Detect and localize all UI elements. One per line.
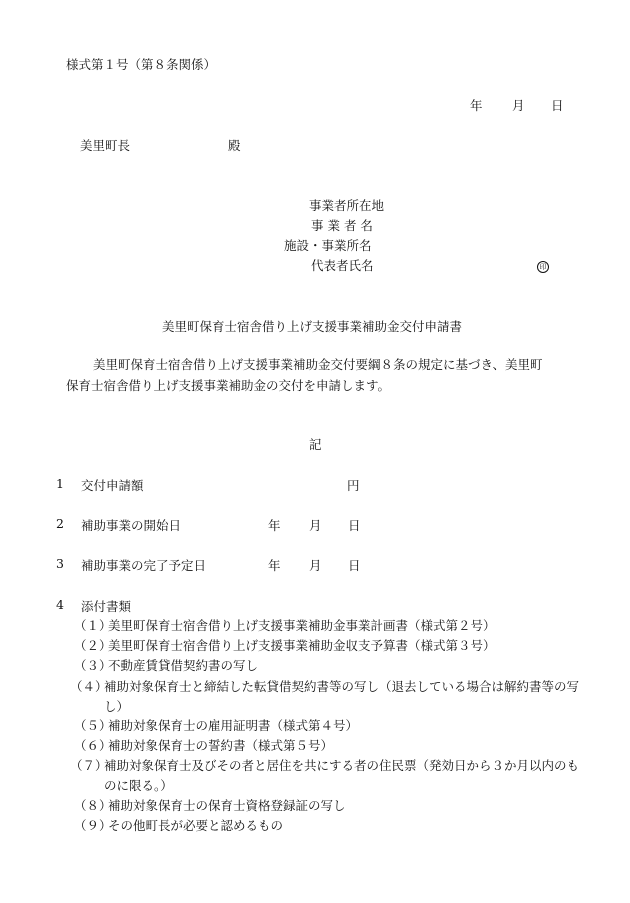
date-day: 日	[551, 98, 564, 113]
attachment-item: （５） 補助対象保育士の雇用証明書（様式第４号）	[74, 718, 359, 733]
item-end-date	[56, 556, 376, 574]
body-line-2: 保育士宿舎借り上げ支援事業補助金の交付を申請します。	[66, 378, 391, 393]
attachment-item: （９） その他町長が必要と認めるもの	[74, 818, 284, 833]
operator-label: 事 業 者 名	[311, 218, 373, 233]
body-line-1: 美里町保育士宿舎借り上げ支援事業補助金交付要綱８条の規定に基づき、美里町	[93, 357, 543, 372]
end-day: 日	[348, 558, 361, 573]
attachment-item: （３） 不動産賃貸借契約書の写し	[74, 658, 259, 673]
form-number: 様式第１号（第８条関係）	[66, 57, 217, 72]
item-label: 補助事業の完了予定日	[81, 558, 207, 573]
yen-unit: 円	[347, 478, 360, 493]
item-start-date	[56, 516, 376, 534]
item-attachments	[56, 597, 376, 615]
date-year: 年	[470, 98, 483, 113]
item-number: 3	[56, 556, 64, 571]
start-day: 日	[348, 518, 361, 533]
attachment-item: （４） 補助対象保育士と締結した転貸借契約書等の写し（退去している場合は解約書等の写し）	[70, 679, 580, 714]
item-label: 交付申請額	[81, 478, 144, 493]
start-year: 年	[268, 518, 281, 533]
date-month: 月	[512, 98, 525, 113]
attachment-item: （７） 補助対象保育士及びその者と居住を共にする者の住民票（発効日から３か月以内のものに限る。）	[70, 758, 580, 793]
document-title: 美里町保育士宿舎借り上げ支援事業補助金交付申請書	[162, 319, 463, 334]
start-month: 月	[309, 518, 322, 533]
facility-label: 施設・事業所名	[284, 238, 372, 253]
addressee-name: 美里町長	[80, 138, 131, 153]
end-year: 年	[268, 558, 281, 573]
end-month: 月	[309, 558, 322, 573]
item-request-amount	[56, 476, 376, 494]
address-label: 事業者所在地	[309, 198, 385, 213]
item-number: 2	[56, 516, 64, 531]
item-number: 1	[56, 476, 64, 491]
attachment-item: （６） 補助対象保育士の誓約書（様式第５号）	[74, 738, 334, 753]
item-label: 補助事業の開始日	[81, 518, 182, 533]
seal-icon: 印	[537, 257, 549, 273]
attachment-item: （２） 美里町保育士宿舎借り上げ支援事業補助金収支予算書（様式第３号）	[74, 638, 496, 653]
addressee-honorific: 殿	[228, 138, 241, 153]
representative-label: 代表者氏名	[311, 258, 374, 273]
item-number: 4	[56, 597, 64, 612]
item-label: 添付書類	[81, 599, 132, 614]
attachment-item: （８） 補助対象保育士の保育士資格登録証の写し	[74, 798, 346, 813]
ki-label: 記	[309, 437, 322, 452]
attachment-item: （１） 美里町保育士宿舎借り上げ支援事業補助金事業計画書（様式第２号）	[74, 618, 496, 633]
